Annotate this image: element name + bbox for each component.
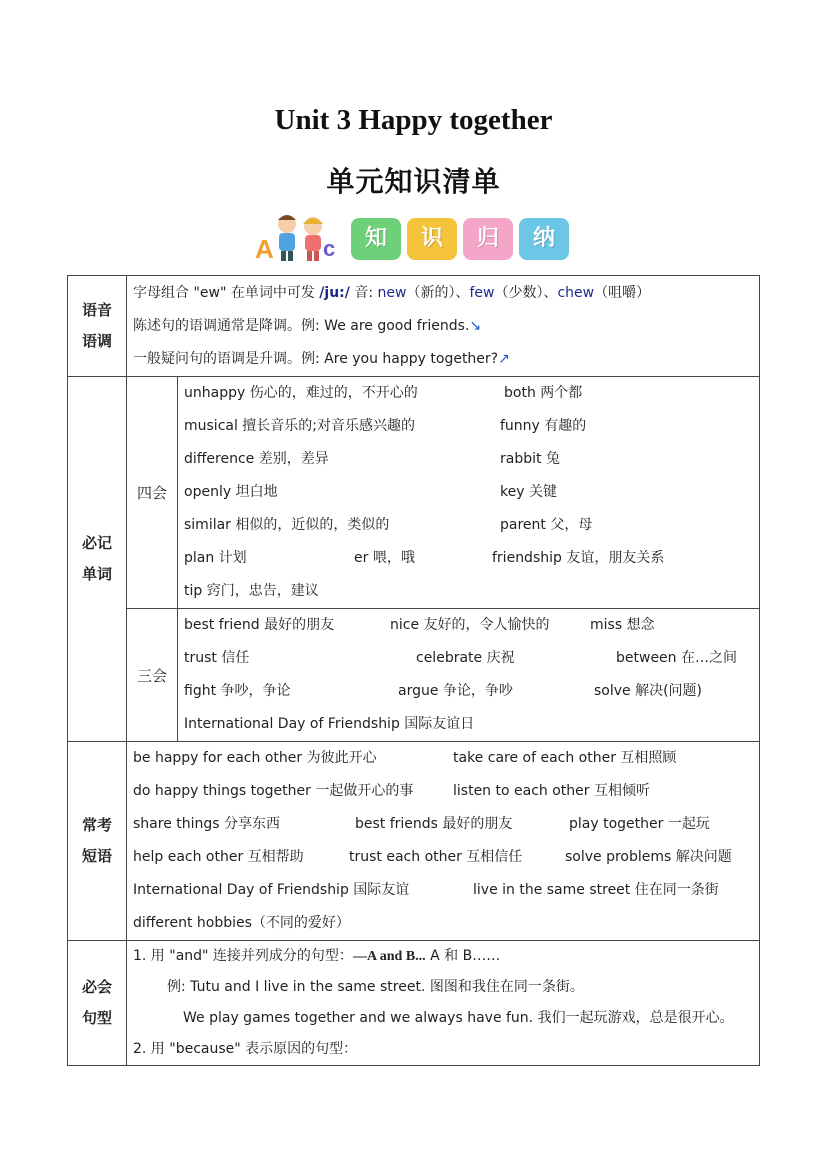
knowledge-banner bbox=[253, 208, 573, 264]
label-three-skills: 三会 bbox=[127, 609, 178, 742]
word-row: International Day of Friendship 国际友谊日 bbox=[184, 716, 475, 732]
pattern-1-example-1: 例: Tutu and I live in the same street. 图图和我住在同一条街。 bbox=[167, 979, 584, 995]
category-words: 必记 单词 bbox=[68, 377, 127, 742]
page-subtitle: 单元知识清单 bbox=[326, 165, 501, 198]
falling-arrow-icon: ↘ bbox=[469, 318, 482, 334]
word-row: best friend 最好的朋友 nice 友好的，令人愉快的 miss 想念 bbox=[184, 617, 655, 633]
word-row: similar 相似的，近似的，类似的 parent 父，母 bbox=[184, 517, 593, 533]
word-row: musical 擅长音乐的;对音乐感兴趣的 funny 有趣的 bbox=[184, 418, 587, 434]
phrase-row: help each other 互相帮助 trust each other 互相信任 solve problems 解决问题 bbox=[133, 849, 732, 865]
banner-tile-na: 纳 bbox=[519, 218, 569, 260]
banner-tile-zhi: 知 bbox=[351, 218, 401, 260]
category-phrases: 常考 短语 bbox=[68, 742, 127, 941]
page-title: Unit 3 Happy together bbox=[274, 104, 553, 136]
phrase-row: be happy for each other 为彼此开心 take care of each other 互相照顾 bbox=[133, 750, 677, 766]
knowledge-table bbox=[67, 275, 760, 1066]
section-phrases bbox=[68, 742, 760, 941]
word-row: difference 差别，差异 rabbit 兔 bbox=[184, 451, 560, 467]
pattern-2: 2. 用 "because" 表示原因的句型： bbox=[133, 1041, 358, 1057]
phonics-line-3: 一般疑问句的语调是升调。例: Are you happy together?↗ bbox=[133, 351, 510, 367]
category-phonics: 语音 语调 bbox=[68, 276, 127, 377]
rising-arrow-icon: ↗ bbox=[498, 351, 510, 367]
section-words-three bbox=[68, 609, 760, 742]
phrase-row: International Day of Friendship 国际友谊 live in the same street 住在同一条街 bbox=[133, 882, 719, 898]
phonics-line-1: 字母组合 "ew" 在单词中可发 /ju:/ 音: new（新的）、few（少数）、chew（咀嚼） bbox=[133, 285, 651, 301]
category-patterns: 必会 句型 bbox=[68, 941, 127, 1066]
banner-tile-gui: 归 bbox=[463, 218, 513, 260]
kids-illustration-icon bbox=[253, 208, 353, 264]
svg-text:A: A bbox=[255, 234, 274, 264]
section-words-four bbox=[68, 377, 760, 609]
pattern-1-example-2: We play games together and we always have fun. 我们一起玩游戏，总是很开心。 bbox=[183, 1010, 734, 1026]
phrase-row: do happy things together 一起做开心的事 listen to each other 互相倾听 bbox=[133, 783, 650, 799]
word-row: unhappy 伤心的，难过的，不开心的 both 两个都 bbox=[184, 385, 583, 401]
phonics-line-2: 陈述句的语调通常是降调。例: We are good friends.↘ bbox=[133, 318, 482, 334]
phrase-row: share things 分享东西 best friends 最好的朋友 play together 一起玩 bbox=[133, 816, 710, 832]
phrase-row: different hobbies（不同的爱好） bbox=[133, 915, 350, 931]
svg-text:c: c bbox=[323, 236, 336, 261]
pattern-1: 1. 用 "and" 连接并列成分的句型：—A and B... A 和 B…… bbox=[133, 948, 501, 964]
word-row: plan 计划 er 喂，哦 friendship 友谊，朋友关系 bbox=[184, 550, 665, 566]
word-row: trust 信任 celebrate 庆祝 between 在…之间 bbox=[184, 650, 737, 666]
banner-tile-shi: 识 bbox=[407, 218, 457, 260]
section-phonics bbox=[68, 276, 760, 377]
word-row: openly 坦白地 key 关键 bbox=[184, 484, 557, 500]
word-row: tip 窍门，忠告，建议 bbox=[184, 583, 319, 599]
word-row: fight 争吵，争论 argue 争论，争吵 solve 解决(问题) bbox=[184, 683, 703, 699]
section-patterns bbox=[68, 941, 760, 1066]
label-four-skills: 四会 bbox=[127, 377, 178, 609]
